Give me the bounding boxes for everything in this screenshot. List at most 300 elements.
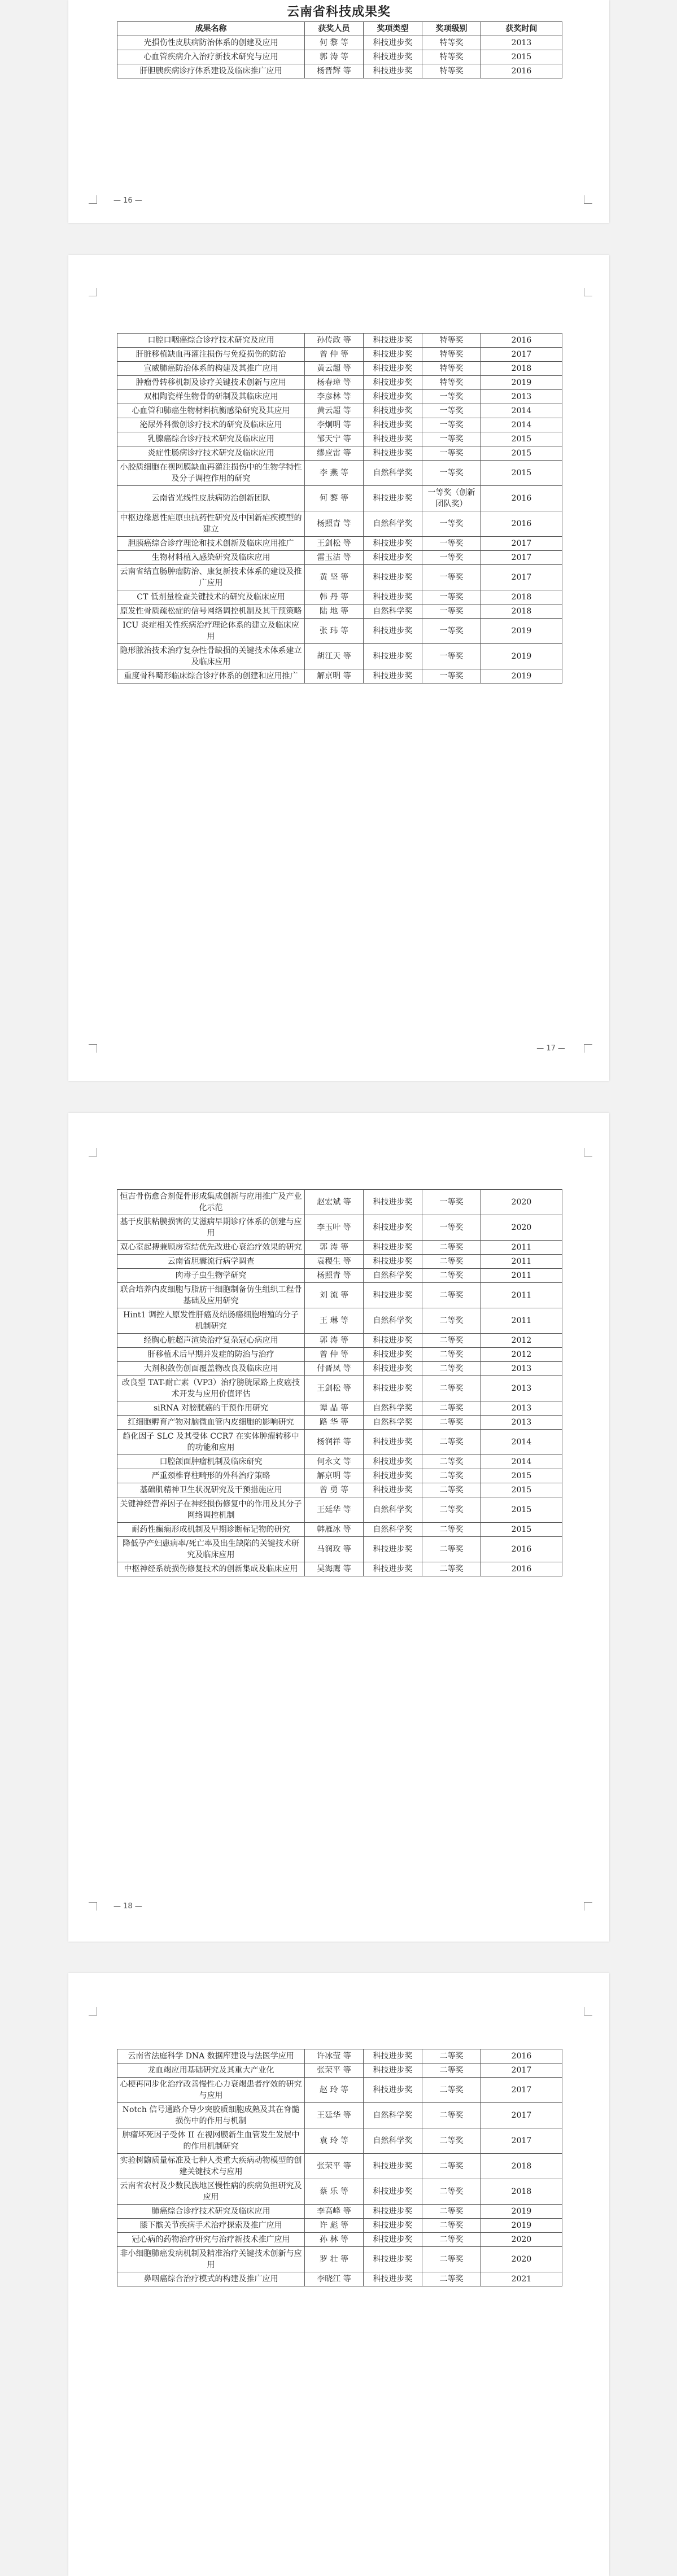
award-level-cell: 一等奖 [422, 1215, 481, 1241]
table-row [117, 2128, 562, 2154]
award-level-cell: 二等奖 [422, 1497, 481, 1523]
award-level-cell: 一等奖 [422, 551, 481, 565]
achievement-name-cell: 龙血竭应用基础研究及其重大产业化 [117, 2064, 305, 2078]
column-header: 奖项级别 [422, 22, 481, 36]
table-row [117, 404, 562, 418]
awardee-cell: 付晋凤 等 [305, 1362, 364, 1376]
award-level-cell: 二等奖 [422, 1241, 481, 1255]
table-row [117, 1562, 562, 1576]
page-corner-mark [89, 1148, 97, 1156]
table-row [117, 446, 562, 461]
award-year-cell: 2014 [481, 1455, 562, 1469]
table-row [117, 1283, 562, 1308]
award-type-cell: 科技进步奖 [364, 418, 422, 432]
award-type-cell: 科技进步奖 [364, 1537, 422, 1562]
award-year-cell: 2017 [481, 2064, 562, 2078]
award-level-cell: 二等奖 [422, 2103, 481, 2128]
achievement-name-cell: 肝移植术后早期并发症的防治与治疗 [117, 1348, 305, 1362]
award-year-cell: 2017 [481, 2128, 562, 2154]
awards-table [117, 21, 562, 78]
achievement-name-cell: 生物材料植入感染研究及临床应用 [117, 551, 305, 565]
award-level-cell: 一等奖 [422, 619, 481, 644]
award-level-cell: 一等奖 [422, 404, 481, 418]
awardee-cell: 王剑松 等 [305, 1376, 364, 1401]
table-row [117, 418, 562, 432]
awardee-cell: 陆 地 等 [305, 604, 364, 619]
awardee-cell: 黄云超 等 [305, 404, 364, 418]
achievement-name-cell: 基于皮肤粘膜损害的艾滋病早期诊疗体系的创建与应用 [117, 1215, 305, 1241]
award-year-cell: 2014 [481, 404, 562, 418]
table-row [117, 2247, 562, 2272]
award-year-cell: 2017 [481, 565, 562, 590]
table-row [117, 1483, 562, 1497]
achievement-name-cell: 隐形脓治技术治疗复杂性骨缺损的关键技术体系建立及临床应用 [117, 644, 305, 669]
award-level-cell: 二等奖 [422, 2179, 481, 2205]
award-year-cell: 2014 [481, 418, 562, 432]
award-type-cell: 科技进步奖 [364, 376, 422, 390]
awardee-cell: 李彦林 等 [305, 390, 364, 404]
awardee-cell: 解京明 等 [305, 669, 364, 684]
award-type-cell: 科技进步奖 [364, 1469, 422, 1483]
award-year-cell: 2017 [481, 537, 562, 551]
awardee-cell: 许 彪 等 [305, 2219, 364, 2233]
award-year-cell: 2017 [481, 2078, 562, 2103]
award-type-cell: 科技进步奖 [364, 50, 422, 64]
award-year-cell: 2019 [481, 376, 562, 390]
table-row [117, 461, 562, 486]
award-type-cell: 科技进步奖 [364, 590, 422, 604]
award-type-cell: 科技进步奖 [364, 1430, 422, 1455]
award-level-cell: 一等奖 [422, 604, 481, 619]
table-row [117, 1215, 562, 1241]
achievement-name-cell: 实验树鼩质量标准及七种人类重大疾病动物模型的创建关键技术与应用 [117, 2154, 305, 2179]
table-row [117, 2219, 562, 2233]
award-type-cell: 自然科学奖 [364, 461, 422, 486]
table-row [117, 604, 562, 619]
awardee-cell: 谭 晶 等 [305, 1401, 364, 1416]
awardee-cell: 郭 涛 等 [305, 1334, 364, 1348]
achievement-name-cell: 大剂积敛伤创面覆盖物改良及临床应用 [117, 1362, 305, 1376]
achievement-name-cell: 云南省光线性皮肤病防治创新团队 [117, 486, 305, 511]
page-number: — 16 — [113, 196, 142, 205]
achievement-name-cell: 肿瘤骨转移机制及诊疗关键技术创新与应用 [117, 376, 305, 390]
achievement-name-cell: CT 低剂量检查关键技术的研究及临床应用 [117, 590, 305, 604]
award-year-cell: 2016 [481, 1537, 562, 1562]
page-corner-mark [584, 1044, 592, 1053]
table-row [117, 619, 562, 644]
awardee-cell: 杨照青 等 [305, 1269, 364, 1283]
award-level-cell: 二等奖 [422, 1469, 481, 1483]
award-year-cell: 2020 [481, 1190, 562, 1215]
award-year-cell: 2012 [481, 1334, 562, 1348]
achievement-name-cell: 双心室起搏兼顾房室结优先改进心衰治疗效果的研究 [117, 1241, 305, 1255]
award-level-cell: 一等奖 [422, 461, 481, 486]
award-level-cell: 一等奖 [422, 1190, 481, 1215]
table-row [117, 2078, 562, 2103]
awardee-cell: 孙传政 等 [305, 334, 364, 348]
table-row [117, 376, 562, 390]
award-level-cell: 二等奖 [422, 1376, 481, 1401]
achievement-name-cell: 肝脏移植缺血再灌注损伤与免疫损伤的防治 [117, 348, 305, 362]
achievement-name-cell: 心血管和肺癌生物材料抗衡感染研究及其应用 [117, 404, 305, 418]
achievement-name-cell: 炎症性肠病诊疗技术研究及临床应用 [117, 446, 305, 461]
award-level-cell: 二等奖 [422, 1430, 481, 1455]
award-type-cell: 科技进步奖 [364, 2233, 422, 2247]
award-type-cell: 科技进步奖 [364, 1455, 422, 1469]
award-type-cell: 科技进步奖 [364, 486, 422, 511]
table-row [117, 362, 562, 376]
table-row [117, 1537, 562, 1562]
award-year-cell: 2012 [481, 1348, 562, 1362]
awardee-cell: 郭 涛 等 [305, 50, 364, 64]
awardee-cell: 蔡 乐 等 [305, 2179, 364, 2205]
award-type-cell: 科技进步奖 [364, 2179, 422, 2205]
award-level-cell: 二等奖 [422, 2128, 481, 2154]
document-page [68, 1113, 609, 1942]
achievement-name-cell: 冠心病的药物治疗研究与治疗新技术推广应用 [117, 2233, 305, 2247]
table-row [117, 2049, 562, 2064]
table-row [117, 1416, 562, 1430]
award-level-cell: 二等奖 [422, 1523, 481, 1537]
achievement-name-cell: 口腔口咽癌综合诊疗技术研究及应用 [117, 334, 305, 348]
table-row [117, 1334, 562, 1348]
awards-table [117, 1189, 562, 1576]
award-type-cell: 自然科学奖 [364, 2128, 422, 2154]
table-row [117, 1362, 562, 1376]
award-level-cell: 一等奖（创新团队奖） [422, 486, 481, 511]
award-year-cell: 2018 [481, 2154, 562, 2179]
award-level-cell: 一等奖 [422, 390, 481, 404]
award-year-cell: 2011 [481, 1308, 562, 1334]
award-year-cell: 2016 [481, 334, 562, 348]
awardee-cell: 刘 流 等 [305, 1283, 364, 1308]
award-year-cell: 2017 [481, 2103, 562, 2128]
page-corner-mark [584, 2007, 592, 2016]
awardee-cell: 杨春璋 等 [305, 376, 364, 390]
award-year-cell: 2013 [481, 1376, 562, 1401]
award-type-cell: 自然科学奖 [364, 1401, 422, 1416]
award-type-cell: 科技进步奖 [364, 1283, 422, 1308]
achievement-name-cell: 宣威肺癌防治体系的构建及其推广应用 [117, 362, 305, 376]
award-type-cell: 科技进步奖 [364, 348, 422, 362]
table-row [117, 1348, 562, 1362]
awards-table [117, 333, 562, 684]
award-type-cell: 自然科学奖 [364, 1308, 422, 1334]
table-row [117, 1401, 562, 1416]
award-year-cell: 2018 [481, 362, 562, 376]
achievement-name-cell: 双相陶瓷样生物骨的研制及其临床应用 [117, 390, 305, 404]
award-level-cell: 二等奖 [422, 1348, 481, 1362]
award-level-cell: 特等奖 [422, 348, 481, 362]
table-row [117, 2233, 562, 2247]
awardee-cell: 李晓江 等 [305, 2272, 364, 2286]
award-type-cell: 科技进步奖 [364, 1362, 422, 1376]
awardee-cell: 张荣平 等 [305, 2064, 364, 2078]
awardee-cell: 杨照青 等 [305, 511, 364, 537]
awards-table [117, 2049, 562, 2286]
award-level-cell: 二等奖 [422, 1483, 481, 1497]
award-type-cell: 科技进步奖 [364, 1215, 422, 1241]
award-level-cell: 二等奖 [422, 2205, 481, 2219]
award-type-cell: 科技进步奖 [364, 537, 422, 551]
award-year-cell: 2015 [481, 432, 562, 446]
achievement-name-cell: 改良型 TAT-耐亡素（VP3）治疗膀胱尿路上皮癌技术开发与应用价值评估 [117, 1376, 305, 1401]
award-level-cell: 二等奖 [422, 2064, 481, 2078]
table-row [117, 669, 562, 684]
achievement-name-cell: 光損伤性皮肤病防治体系的创建及应用 [117, 36, 305, 50]
award-level-cell: 二等奖 [422, 1334, 481, 1348]
award-year-cell: 2015 [481, 1483, 562, 1497]
award-year-cell: 2018 [481, 2179, 562, 2205]
awardee-cell: 路 华 等 [305, 1416, 364, 1430]
achievement-name-cell: 乳腺癌综合诊疗技术研究及临床应用 [117, 432, 305, 446]
award-level-cell: 二等奖 [422, 1401, 481, 1416]
achievement-name-cell: 基础肌精神卫生状况研究及干预措施应用 [117, 1483, 305, 1497]
award-level-cell: 二等奖 [422, 2247, 481, 2272]
achievement-name-cell: 云南省农村及少数民族地区慢性病的疾病负担研究及应用 [117, 2179, 305, 2205]
table-row [117, 390, 562, 404]
award-year-cell: 2011 [481, 1269, 562, 1283]
awardee-cell: 袁稷生 等 [305, 1255, 364, 1269]
award-type-cell: 自然科学奖 [364, 1523, 422, 1537]
table-row [117, 1455, 562, 1469]
table-row [117, 486, 562, 511]
page-corner-mark [89, 195, 97, 204]
achievement-name-cell: 联合培养内皮细胞与脂肪干细胞制备仿生组织工程骨基础及应用研究 [117, 1283, 305, 1308]
award-year-cell: 2019 [481, 2219, 562, 2233]
table-row [117, 334, 562, 348]
award-year-cell: 2016 [481, 486, 562, 511]
award-level-cell: 二等奖 [422, 1283, 481, 1308]
page-number: — 17 — [536, 1044, 565, 1053]
award-level-cell: 一等奖 [422, 511, 481, 537]
awardee-cell: 李高峰 等 [305, 2205, 364, 2219]
award-type-cell: 科技进步奖 [364, 2272, 422, 2286]
achievement-name-cell: 趋化因子 SLC 及其受体 CCR7 在实体肿瘤转移中的功能和应用 [117, 1430, 305, 1455]
award-year-cell: 2019 [481, 669, 562, 684]
award-level-cell: 二等奖 [422, 1537, 481, 1562]
table-row [117, 1190, 562, 1215]
award-type-cell: 科技进步奖 [364, 669, 422, 684]
awardee-cell: 孙 林 等 [305, 2233, 364, 2247]
award-type-cell: 科技进步奖 [364, 1483, 422, 1497]
award-year-cell: 2018 [481, 604, 562, 619]
award-type-cell: 科技进步奖 [364, 2064, 422, 2078]
achievement-name-cell: 严重颈椎脊柱畸形的外科治疗策略 [117, 1469, 305, 1483]
achievement-name-cell: 云南省法庭科学 DNA 数据库建设与法医学应用 [117, 2049, 305, 2064]
column-header: 成果名称 [117, 22, 305, 36]
awardee-cell: 李 燕 等 [305, 461, 364, 486]
award-level-cell: 二等奖 [422, 2078, 481, 2103]
award-type-cell: 科技进步奖 [364, 1190, 422, 1215]
award-type-cell: 科技进步奖 [364, 1376, 422, 1401]
award-year-cell: 2013 [481, 1401, 562, 1416]
achievement-name-cell: Hint1 调控人原发性肝癌及结肠癌细胞增殖的分子机制研究 [117, 1308, 305, 1334]
award-year-cell: 2011 [481, 1255, 562, 1269]
page-corner-mark [89, 288, 97, 296]
achievement-name-cell: 口腔颌面肿瘤机制及临床研究 [117, 1455, 305, 1469]
table-row [117, 2179, 562, 2205]
awardee-cell: 何 黎 等 [305, 36, 364, 50]
table-row [117, 50, 562, 64]
award-level-cell: 二等奖 [422, 1416, 481, 1430]
awardee-cell: 曾 勇 等 [305, 1483, 364, 1497]
award-type-cell: 自然科学奖 [364, 1269, 422, 1283]
awardee-cell: 何 黎 等 [305, 486, 364, 511]
table-row [117, 1523, 562, 1537]
column-header: 获奖时间 [481, 22, 562, 36]
table-row [117, 1255, 562, 1269]
achievement-name-cell: 非小细胞肺癌发病机制及精准治疗关键技术创新与应用 [117, 2247, 305, 2272]
award-type-cell: 科技进步奖 [364, 1348, 422, 1362]
award-type-cell: 科技进步奖 [364, 36, 422, 50]
achievement-name-cell: 经胸心脏超声渲染治疗复杂冠心病应用 [117, 1334, 305, 1348]
award-year-cell: 2015 [481, 461, 562, 486]
achievement-name-cell: 中枢边缘恩性疟原虫抗药性研究及中国新疟疾模型的建立 [117, 511, 305, 537]
award-level-cell: 二等奖 [422, 2154, 481, 2179]
table-row [117, 1469, 562, 1483]
award-type-cell: 科技进步奖 [364, 2205, 422, 2219]
awardee-cell: 张荣平 等 [305, 2154, 364, 2179]
award-level-cell: 二等奖 [422, 2219, 481, 2233]
award-type-cell: 科技进步奖 [364, 2049, 422, 2064]
table-row [117, 64, 562, 78]
awardee-cell: 缪应雷 等 [305, 446, 364, 461]
achievement-name-cell: 肉毒子虫生物学研究 [117, 1269, 305, 1283]
awardee-cell: 马润玫 等 [305, 1537, 364, 1562]
awardee-cell: 李玉叶 等 [305, 1215, 364, 1241]
document-page [68, 1973, 609, 2576]
award-year-cell: 2016 [481, 64, 562, 78]
achievement-name-cell: 小胶质细胞在视网膜缺血再灌注损伤中的生物学特性及分子调控作用的研究 [117, 461, 305, 486]
award-year-cell: 2020 [481, 2247, 562, 2272]
table-row [117, 2103, 562, 2128]
award-level-cell: 特等奖 [422, 50, 481, 64]
achievement-name-cell: 肿瘤坏死因子受体 II 在视网膜新生血管发生发展中的作用机制研究 [117, 2128, 305, 2154]
page-corner-mark [89, 1902, 97, 1911]
awardee-cell: 韩 丹 等 [305, 590, 364, 604]
award-level-cell: 特等奖 [422, 36, 481, 50]
table-row [117, 1269, 562, 1283]
table-row [117, 36, 562, 50]
page-corner-mark [584, 288, 592, 296]
award-level-cell: 二等奖 [422, 2272, 481, 2286]
page-corner-mark [89, 1044, 97, 1053]
awardee-cell: 许冰莹 等 [305, 2049, 364, 2064]
award-year-cell: 2017 [481, 551, 562, 565]
award-type-cell: 科技进步奖 [364, 644, 422, 669]
award-type-cell: 科技进步奖 [364, 404, 422, 418]
award-year-cell: 2016 [481, 1562, 562, 1576]
awardee-cell: 杨润祥 等 [305, 1430, 364, 1455]
award-year-cell: 2016 [481, 511, 562, 537]
table-row [117, 644, 562, 669]
award-type-cell: 自然科学奖 [364, 511, 422, 537]
award-type-cell: 科技进步奖 [364, 2154, 422, 2179]
award-type-cell: 科技进步奖 [364, 334, 422, 348]
award-level-cell: 特等奖 [422, 376, 481, 390]
award-level-cell: 一等奖 [422, 669, 481, 684]
award-type-cell: 科技进步奖 [364, 1241, 422, 1255]
award-year-cell: 2013 [481, 1362, 562, 1376]
awardee-cell: 郭 涛 等 [305, 1241, 364, 1255]
achievement-name-cell: 泌尿外科微创诊疗技术的研究及临床应用 [117, 418, 305, 432]
awardee-cell: 曾 仲 等 [305, 1348, 364, 1362]
awardee-cell: 李炯明 等 [305, 418, 364, 432]
table-row [117, 590, 562, 604]
award-year-cell: 2011 [481, 1241, 562, 1255]
awardee-cell: 吴海鹰 等 [305, 1562, 364, 1576]
achievement-name-cell: 胆胰癌综合诊疗理论和技术创新及临床应用推广 [117, 537, 305, 551]
award-type-cell: 科技进步奖 [364, 551, 422, 565]
page-corner-mark [89, 2007, 97, 2016]
achievement-name-cell: 重度骨科畸形临床综合诊疗体系的创建和应用推广 [117, 669, 305, 684]
achievement-name-cell: 关键神经营养因子在神经损伤修复中的作用及其分子网络调控机制 [117, 1497, 305, 1523]
table-row [117, 348, 562, 362]
table-header-row [117, 22, 562, 36]
award-level-cell: 一等奖 [422, 537, 481, 551]
page-corner-mark [584, 1148, 592, 1156]
awardee-cell: 胡江天 等 [305, 644, 364, 669]
awardee-cell: 王剑松 等 [305, 537, 364, 551]
awardee-cell: 王 琳 等 [305, 1308, 364, 1334]
award-type-cell: 科技进步奖 [364, 362, 422, 376]
achievement-name-cell: siRNA 对膀胱癌的干预作用研究 [117, 1401, 305, 1416]
award-level-cell: 一等奖 [422, 446, 481, 461]
award-type-cell: 科技进步奖 [364, 446, 422, 461]
award-level-cell: 一等奖 [422, 644, 481, 669]
awardee-cell: 罗 壮 等 [305, 2247, 364, 2272]
award-type-cell: 科技进步奖 [364, 1334, 422, 1348]
table-row [117, 1241, 562, 1255]
award-type-cell: 自然科学奖 [364, 1416, 422, 1430]
awardee-cell: 解京明 等 [305, 1469, 364, 1483]
table-row [117, 2154, 562, 2179]
award-level-cell: 一等奖 [422, 565, 481, 590]
achievement-name-cell: 恒吉骨伤愈合剂促骨形成集成创新与应用推广及产业化示范 [117, 1190, 305, 1215]
table-row [117, 432, 562, 446]
table-row [117, 2064, 562, 2078]
page-number: — 18 — [113, 1902, 142, 1911]
award-year-cell: 2021 [481, 2272, 562, 2286]
award-type-cell: 科技进步奖 [364, 2219, 422, 2233]
award-year-cell: 2014 [481, 1430, 562, 1455]
table-row [117, 2205, 562, 2219]
table-row [117, 1430, 562, 1455]
achievement-name-cell: 心梗再同步化治疗改善慢性心力衰竭患者疗效的研究与应用 [117, 2078, 305, 2103]
document-page [68, 0, 609, 223]
awardee-cell: 张 玮 等 [305, 619, 364, 644]
achievement-name-cell: ICU 炎症相关性疾病治疗理论体系的建立及临床应用 [117, 619, 305, 644]
achievement-name-cell: 肝胆胰疾病诊疗体系建设及临床推广应用 [117, 64, 305, 78]
award-level-cell: 特等奖 [422, 64, 481, 78]
award-level-cell: 特等奖 [422, 362, 481, 376]
achievement-name-cell: 膝下髌关节疾病手术治疗探索及推广应用 [117, 2219, 305, 2233]
award-year-cell: 2019 [481, 619, 562, 644]
page-title: 云南省科技成果奖 [286, 5, 391, 19]
award-type-cell: 科技进步奖 [364, 2247, 422, 2272]
achievement-name-cell: 原发性骨质疏松症的信号网络调控机制及其干预策略 [117, 604, 305, 619]
achievement-name-cell: 心血管疾病介入治疗新技术研究与应用 [117, 50, 305, 64]
achievement-name-cell: 肺癌综合诊疗技术研究及临床应用 [117, 2205, 305, 2219]
table-row [117, 511, 562, 537]
award-type-cell: 科技进步奖 [364, 1255, 422, 1269]
award-year-cell: 2015 [481, 50, 562, 64]
table-row [117, 1308, 562, 1334]
awardee-cell: 韩雁冰 等 [305, 1523, 364, 1537]
award-year-cell: 2013 [481, 390, 562, 404]
award-type-cell: 科技进步奖 [364, 432, 422, 446]
